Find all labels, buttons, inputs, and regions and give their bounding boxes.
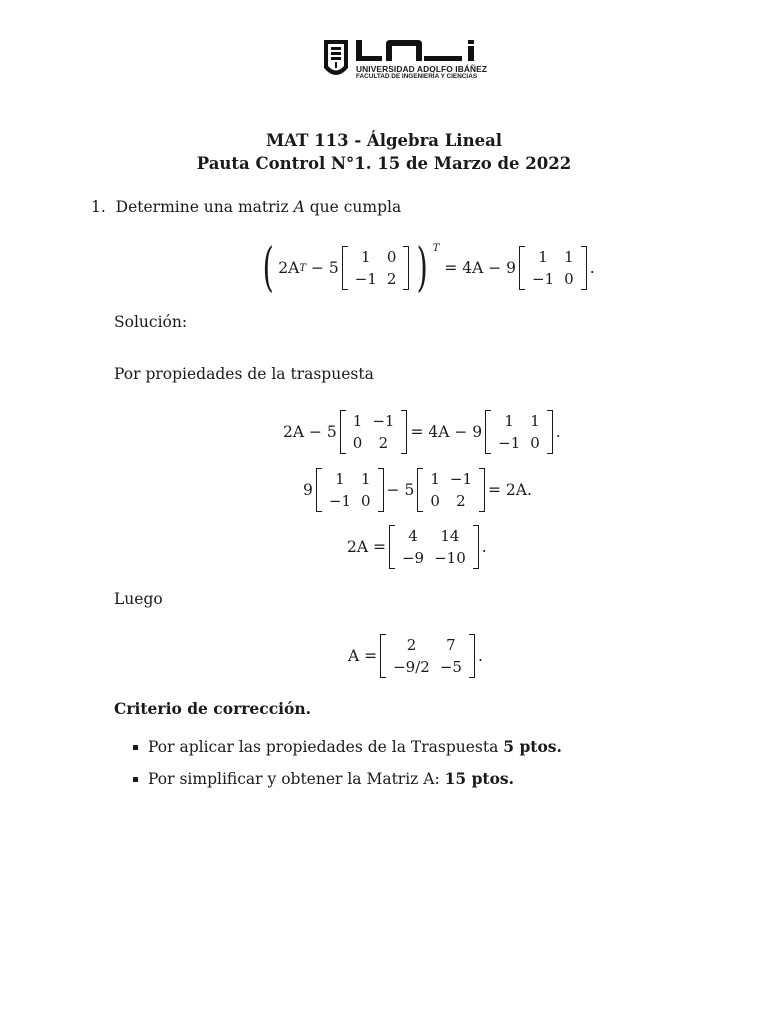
matrix-entry: −1	[372, 412, 395, 430]
matrix	[519, 246, 587, 290]
matrix	[389, 525, 479, 569]
problem-equation: ( 2A T − 5 1 0 −1 2 ) $^T$ = 4A − 9 1 1 −1 0 .	[262, 238, 595, 298]
matrix-entry: −9	[401, 549, 425, 567]
matrix-entry: 14	[440, 527, 460, 545]
university-name: UNIVERSIDAD ADOLFO IBÁÑEZ	[356, 64, 488, 74]
matrix-entry: −1	[449, 470, 472, 488]
matrix	[316, 468, 384, 512]
matrix-entry: 0	[530, 434, 540, 452]
matrix-entry: 0	[352, 434, 363, 452]
bullet-icon	[133, 745, 138, 750]
matrix-entry: 4	[408, 527, 418, 545]
document-subtitle: Pauta Control N°1. 15 de Marzo de 2022	[196, 154, 572, 173]
solution-equation-2: 9 1 1 −1 0 − 5 1 −1 0 2 = 2A.	[303, 470, 532, 510]
course-title: MAT 113 - Álgebra Lineal	[265, 131, 503, 150]
matrix-entry: 1	[335, 470, 345, 488]
matrix-entry: 1	[504, 412, 514, 430]
matrix-entry: −1	[532, 270, 555, 288]
then-label: Luego	[114, 590, 163, 608]
solution-equation-4: A = 2 7 −9/2 −5 .	[348, 636, 483, 676]
matrix-entry: −1	[328, 492, 351, 510]
matrix-entry: −1	[354, 270, 377, 288]
matrix-entry: 1	[564, 248, 574, 266]
solution-intro: Por propiedades de la traspuesta	[114, 365, 374, 383]
criteria-item: Por aplicar las propiedades de la Traspuesta 5 ptos.	[133, 737, 562, 756]
matrix-entry: 2	[456, 492, 466, 510]
matrix-entry: 0	[361, 492, 371, 510]
matrix-entry: 1	[430, 470, 440, 488]
matrix-entry: −10	[434, 549, 466, 567]
matrix-entry: 2	[406, 636, 417, 654]
bullet-icon	[133, 777, 138, 782]
matrix-entry: 1	[530, 412, 540, 430]
criteria-title: Criterio de corrección.	[114, 699, 312, 718]
matrix-entry: −5	[439, 658, 462, 676]
matrix-entry: 1	[361, 248, 371, 266]
criteria-item: Por simplificar y obtener la Matriz A: 15 ptos.	[133, 769, 514, 788]
matrix	[485, 410, 553, 454]
matrix-entry: 0	[430, 492, 440, 510]
matrix-entry: 1	[538, 248, 548, 266]
matrix-entry: −9/2	[393, 658, 430, 676]
matrix	[340, 410, 408, 454]
matrix-entry: 0	[564, 270, 574, 288]
matrix-entry: 1	[361, 470, 371, 488]
matrix-entry: 2	[386, 270, 397, 288]
matrix-entry: −1	[498, 434, 521, 452]
matrix-entry: 2	[378, 434, 389, 452]
matrix-entry: 1	[352, 412, 363, 430]
matrix	[417, 468, 485, 512]
matrix	[342, 246, 410, 290]
matrix-entry: 0	[386, 248, 397, 266]
matrix	[380, 634, 475, 678]
solution-label: Solución:	[114, 313, 188, 331]
problem-statement: 1. Determine una matriz A que cumpla	[91, 198, 402, 216]
faculty-name: FACULTAD DE INGENIERÍA Y CIENCIAS	[356, 73, 478, 80]
solution-equation-1: 2A − 5 1 −1 0 2 = 4A − 9 1 1 −1 0 .	[283, 412, 561, 452]
solution-equation-3: 2A = 4 14 −9 −10 .	[347, 527, 487, 567]
matrix-entry: 7	[446, 636, 456, 654]
